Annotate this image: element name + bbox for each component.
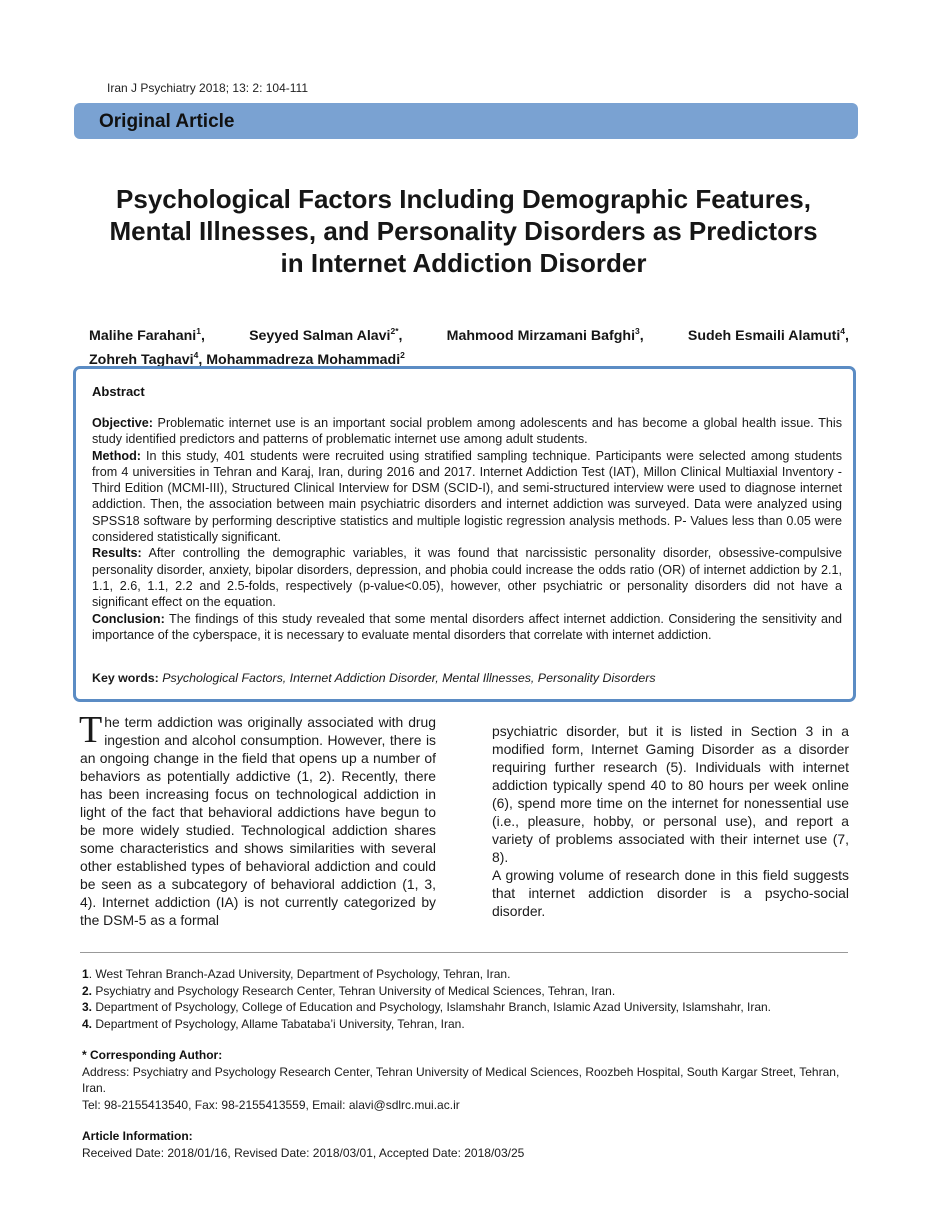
- author: Mohammadreza Mohammadi$^2$: [206, 350, 405, 368]
- body-column-left: [79, 709, 436, 929]
- author-list: [89, 322, 849, 370]
- abstract-objective: Objective: Problematic internet use is an important social problem among adolescents and has become a global health issue. This study identified predictors and patterns of problematic internet use among adult students.: [92, 416, 843, 447]
- abstract-heading: Abstract: [92, 384, 145, 399]
- corresponding-author: [82, 1047, 852, 1113]
- corresponding-address: Address: Psychiatry and Psychology Research Center, Tehran University of Medical Sciences, Roozbeh Hospital, South Kargar Street, Tehran, Iran.: [82, 1064, 840, 1095]
- journal-citation: Iran J Psychiatry 2018; 13: 2: 104-111: [107, 81, 309, 95]
- abstract-conclusion: Conclusion: The findings of this study revealed that some mental disorders affect internet addiction. Considering the sensitivity and importance of the cyberspace, it is necessary to evaluate mental disorders that correlate with internet addiction.: [92, 611, 842, 642]
- article-title: [74, 183, 853, 279]
- drop-cap: T: [79, 709, 103, 751]
- intro-text-left: he term addiction was originally associated with drug ingestion and alcohol consumption. However, there is an ongoing change in the field that opens up a number of behaviors as potentially addictive (1, 2). Recently, there has been increasing focus on technological addiction in light of the fact that behavioral addictions have begun to be more widely studied. Technological addiction shares some characteristics and shows similarities with several other established types of behavioral addiction and could be seen as a subcategory of behavioral addiction (1, 3, 4). Internet addiction (IA) is not currently categorized by the DSM-5 as a formal: [80, 714, 436, 928]
- footnote-divider: [80, 952, 848, 953]
- article-type-label: Original Article: [99, 111, 235, 132]
- author-line-1: [89, 322, 849, 346]
- keywords: Key words: Psychological Factors, Internet Addiction Disorder, Mental Illnesses, Personality Disorders: [92, 671, 656, 685]
- author: Zohreh Taghavi$^4$,: [89, 350, 203, 368]
- body-column-right: [492, 722, 849, 920]
- abstract-body: [92, 415, 842, 643]
- article-type-banner: [74, 103, 858, 139]
- article-information: [82, 1128, 852, 1161]
- abstract-results: Results: After controlling the demographic variables, it was found that narcissistic personality disorder, obsessive-compulsive personality disorder, anxiety, bipolar disorders, depression, and phobia could increase the odds ratio (OR) of internet addiction by 2.1, 1.1, 2.6, 1.1, 2.2 and 2.5-folds, respectively (p-value<0.05), however, other psychiatric or personality disorders did not have a significant effect on the equation.: [92, 546, 842, 610]
- title-line-3: in Internet Addiction Disorder: [280, 248, 647, 278]
- title-line-1: Psychological Factors Including Demographic Features,: [116, 184, 811, 214]
- title-line-2: Mental Illnesses, and Personality Disorders as Predictors: [109, 216, 818, 246]
- intro-text-right-2: A growing volume of research done in this field suggests that internet addiction disorder is a psycho-social disorder.: [492, 867, 849, 919]
- affiliation-item: 1. West Tehran Branch-Azad University, Department of Psychology, Tehran, Iran.: [82, 967, 511, 981]
- article-info-heading: Article Information:: [82, 1129, 193, 1143]
- abstract-box: [73, 366, 856, 702]
- affiliation-item: 3. Department of Psychology, College of Education and Psychology, Islamshahr Branch, Islamic Azad University, Islamshahr, Iran.: [82, 1000, 772, 1014]
- affiliation-item: 4. Department of Psychology, Allame Tabataba’i University, Tehran, Iran.: [82, 1016, 465, 1031]
- author: Sudeh Esmaili Alamuti$^4$,: [687, 326, 849, 344]
- affiliation-item: 2. Psychiatry and Psychology Research Center, Tehran University of Medical Sciences, Tehran, Iran.: [82, 983, 616, 998]
- corresponding-heading: * Corresponding Author:: [82, 1048, 223, 1062]
- intro-text-right-1: psychiatric disorder, but it is listed in Section 3 in a modified form, Internet Gaming Disorder as a disorder requiring further research (5). Individuals with internet addiction typically spend 40 to 80 hours per week online (6), spend more time on the internet for nonessential use (i.e., pleasure, hobby, or personal use), and report a variety of problems associated with their internet use (7, 8).: [492, 723, 849, 865]
- corresponding-contact: Tel: 98-2155413540, Fax: 98-2155413559, Email: alavi@sdlrc.mui.ac.ir: [82, 1097, 460, 1112]
- author: Mahmood Mirzamani Bafghi$^3$,: [446, 326, 644, 344]
- abstract-method: Method: In this study, 401 students were recruited using stratified sampling technique. Participants were selected among students from 4 universities in Tehran and Karaj, Iran, during 2016 and 2017. Internet Addiction Test (IAT), Millon Clinical Multiaxial Inventory - Third Edition (MCMI-III), Structured Clinical Interview for DSM (SCID-I), and semi-structured interview were used to diagnose internet addiction. Then, the association between main psychiatric disorders and internet addiction was surveyed. Data were analyzed using SPSS18 software by performing descriptive statistics and multiple logistic regression analysis methods. P- Values less than 0.05 were considered statistically significant.: [92, 448, 843, 545]
- article-dates: Received Date: 2018/01/16, Revised Date: 2018/03/01, Accepted Date: 2018/03/25: [82, 1145, 525, 1160]
- author: Seyyed Salman Alavi$^{2*}$,: [249, 326, 403, 344]
- author: Malihe Farahani$^1$,: [89, 326, 205, 344]
- affiliations: [82, 966, 852, 1032]
